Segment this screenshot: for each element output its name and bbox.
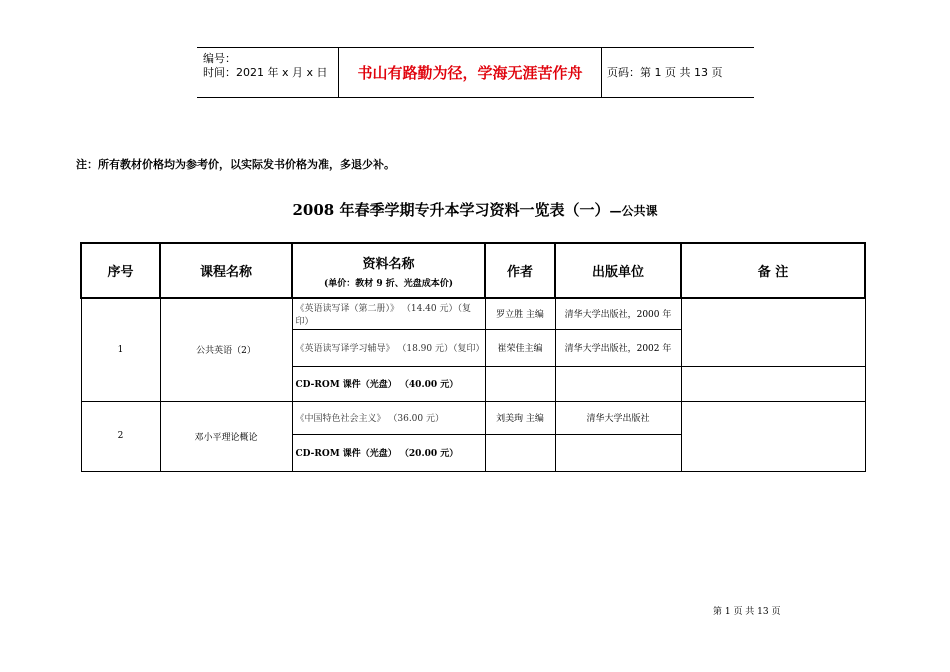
material-author: 崔荣佳主编 xyxy=(485,329,555,366)
title-main: 2008 年春季学期专升本学习资料一览表（一） xyxy=(292,201,610,219)
page-title xyxy=(0,199,950,220)
title-suffix: —公共课 xyxy=(609,204,658,218)
header-material-label: 资料名称 xyxy=(362,256,415,272)
material-name: 《英语读写译学习辅导》 （18.90 元）（复印） xyxy=(292,329,485,366)
row-seq: 1 xyxy=(81,298,160,401)
material-publisher xyxy=(555,366,681,401)
header-material-sub: (单价：教材 9 折、光盘成本价) xyxy=(323,278,454,289)
material-author: 罗立胜 主编 xyxy=(485,298,555,329)
row-remark xyxy=(681,366,865,401)
materials-table xyxy=(80,242,866,472)
date-label: 时间：2021 年 x 月 x 日 xyxy=(203,66,328,79)
document-header xyxy=(197,47,754,98)
table-header-row xyxy=(81,243,865,298)
header-divider xyxy=(601,48,602,97)
code-label: 编号： xyxy=(203,52,236,65)
header-meta xyxy=(203,52,328,80)
row-course: 邓小平理论概论 xyxy=(160,401,292,471)
page-footer: 第 1 页 共 13 页 xyxy=(713,607,781,617)
header-material xyxy=(292,243,485,298)
material-publisher: 清华大学出版社，2002 年 xyxy=(555,329,681,366)
material-name: CD-ROM 课件（光盘） （20.00 元） xyxy=(292,434,485,471)
material-publisher xyxy=(555,434,681,471)
header-publisher: 出版单位 xyxy=(555,243,681,298)
row-remark xyxy=(681,401,865,471)
motto: 书山有路勤为径，学海无涯苦作舟 xyxy=(357,64,583,82)
price-note: 注：所有教材价格均为参考价，以实际发书价格为准，多退少补。 xyxy=(76,158,395,171)
material-publisher: 清华大学出版社，2000 年 xyxy=(555,298,681,329)
row-seq: 2 xyxy=(81,401,160,471)
material-author: 刘美珣 主编 xyxy=(485,401,555,434)
row-course: 公共英语（2） xyxy=(160,298,292,401)
header-seq: 序号 xyxy=(81,243,160,298)
table-row xyxy=(81,401,865,434)
material-name: 《英语读写译（第二册）》 （14.40 元）（复印） xyxy=(292,298,485,329)
row-remark xyxy=(681,298,865,366)
material-publisher: 清华大学出版社 xyxy=(555,401,681,434)
material-author xyxy=(485,434,555,471)
page-info: 页码：第 1 页 共 13 页 xyxy=(607,66,723,79)
table-row xyxy=(81,298,865,329)
material-name: CD-ROM 课件（光盘） （40.00 元） xyxy=(292,366,485,401)
header-author: 作者 xyxy=(485,243,555,298)
material-name: 《中国特色社会主义》 （36.00 元） xyxy=(292,401,485,434)
material-author xyxy=(485,366,555,401)
header-remark: 备 注 xyxy=(681,243,865,298)
header-course: 课程名称 xyxy=(160,243,292,298)
